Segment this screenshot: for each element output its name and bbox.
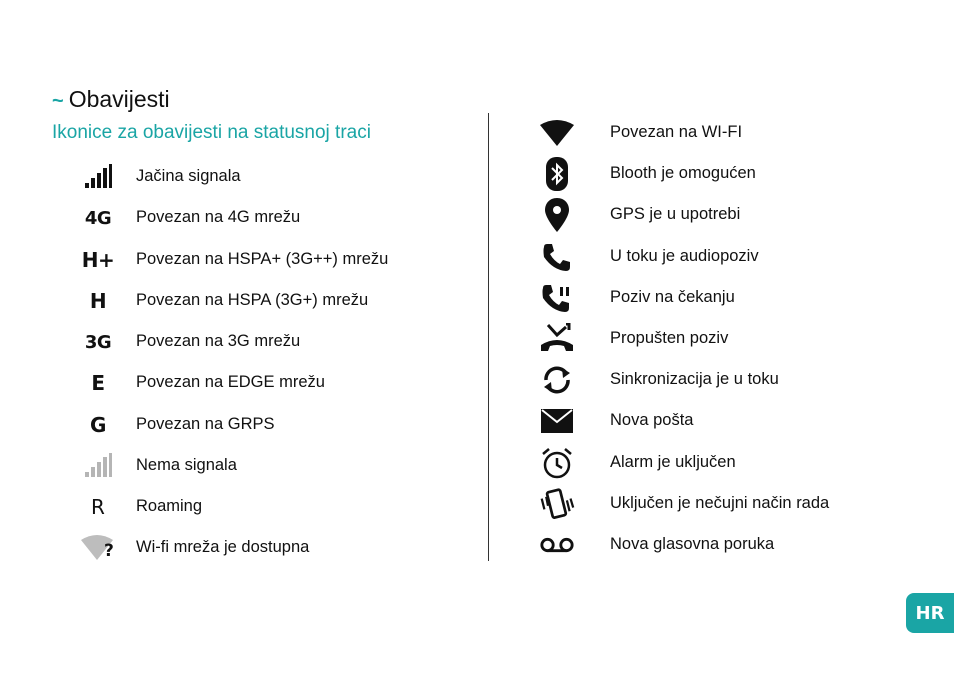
list-item-label: Alarm je uključen [610,453,736,471]
list-item-label: Povezan na EDGE mrežu [136,373,325,391]
tilde-mark: ~ [52,90,64,112]
list-item-label: Jačina signala [136,167,241,185]
list-item-label: Povezan na HSPA (3G+) mrežu [136,291,369,309]
signal-strength-icon [80,159,116,195]
page-title [52,86,170,113]
list-item-label: Blooth je omogućen [610,164,756,182]
list-item-label: Uključen je nečujni način rada [610,494,830,512]
alarm-clock-icon [539,445,575,481]
wifi-icon [539,115,575,151]
list-item-label: Roaming [136,497,203,515]
list-item-label: Propušten poziv [610,329,729,347]
list-item-label: Povezan na 3G mrežu [136,332,301,350]
page-title-text: Obavijesti [68,86,170,112]
missed-call-icon [539,321,575,357]
roaming-icon: R [91,495,105,519]
no-signal-icon [80,448,116,484]
question-mark-glyph: ? [104,541,114,561]
list-item-label: GPS je u upotrebi [610,205,741,223]
list-item-label: Poziv na čekanju [610,288,735,306]
list-item-label: Povezan na GRPS [136,415,275,433]
bluetooth-icon [539,156,575,192]
3g-icon: 3G [84,331,112,353]
list-item-label: U toku je audiopoziv [610,247,759,265]
list-item-label: Povezan na 4G mrežu [136,208,301,226]
phone-call-icon [539,239,575,275]
gprs-icon: G [90,413,106,437]
list-item-label: Sinkronizacija je u toku [610,370,779,388]
edge-icon: E [91,371,105,395]
section-subtitle: Ikonice za obavijesti na statusnoj traci [52,122,371,143]
list-item-label: Nova pošta [610,411,694,429]
wifi-available-icon [80,530,116,566]
language-badge: HR [906,593,954,633]
4g-icon: 4G [84,207,112,229]
call-on-hold-icon [539,280,575,316]
mail-icon [539,403,575,439]
voicemail-icon [539,527,575,563]
location-pin-icon [539,197,575,233]
list-item-label: Wi-fi mreža je dostupna [136,538,310,556]
hspa-icon: H [89,289,107,313]
list-item-label: Povezan na WI-FI [610,123,743,141]
list-item-label: Nema signala [136,456,237,474]
column-divider [488,113,489,561]
list-item-label: Nova glasovna poruka [610,535,775,553]
hspa-plus-icon: H+ [81,248,115,272]
list-item-label: Povezan na HSPA+ (3G++) mrežu [136,250,389,268]
vibrate-icon [539,486,575,522]
sync-icon [539,362,575,398]
